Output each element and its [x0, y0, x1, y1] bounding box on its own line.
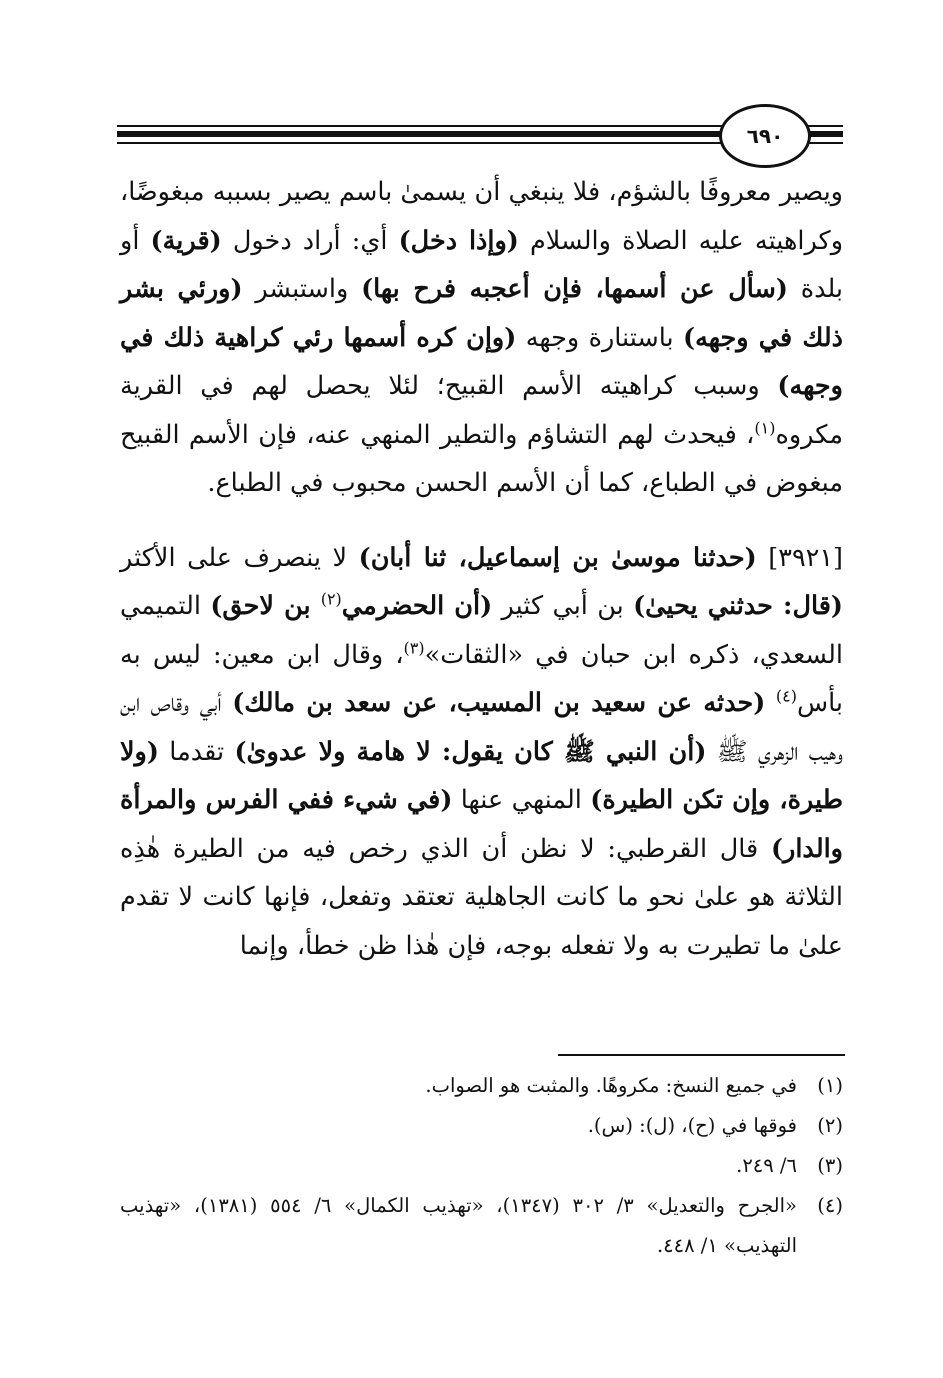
commentary-text: باستنارة وجهه — [516, 322, 684, 353]
main-text — [120, 168, 843, 970]
commentary-text: ، فيحدث لهم التشاؤم والتطير المنهي عنه، فإن الأسم القبيح مبغوض في الطباع، كما أن الأسم الحسن محبوب في الطباع. — [120, 419, 843, 498]
paragraph-hadith-3921 — [120, 534, 843, 971]
footnote-ref: (٢) — [320, 589, 342, 609]
commentary-text: بن أبي كثير — [492, 591, 634, 621]
footnote-number: (١) — [817, 1074, 843, 1097]
footnote — [120, 1066, 843, 1106]
page-number-badge — [719, 104, 811, 168]
hadith-text: (قال: حدثني يحيىٰ) — [633, 591, 844, 621]
commentary-text: المنهي عنها — [452, 785, 591, 815]
hadith-text: بن لاحق) — [210, 591, 321, 621]
hadith-text: (أن النبي ﷺ كان يقول: لا هامة ولا عدوىٰ) — [234, 736, 707, 767]
commentary-text: قال القرطبي: لا نظن أن الذي رخص فيه من الطيرة هٰذِه الثلاثة هو علىٰ نحو ما كانت الجاهلية تعتقد وتفعل، فإنها كانت لا تقدم علىٰ ما تطيرت به ولا تفعله بوجه، فإن هٰذا ظن خطأ، وإنما — [120, 833, 843, 961]
hadith-text: (وإذا دخل) — [398, 225, 519, 256]
footnote-ref: (٣) — [403, 638, 425, 657]
commentary-text: أبي وقاص ابن وهيب الزهري ﷺ — [120, 688, 843, 767]
paragraph-commentary — [120, 168, 843, 508]
footnote-ref: (٤) — [775, 686, 798, 706]
hadith-text: (حدثه عن سعيد بن المسيب، عن سعد بن مالك) — [232, 688, 766, 718]
footnote-divider — [558, 1054, 845, 1056]
footnote-number: (٢) — [817, 1114, 843, 1137]
commentary-text: ويصير معروفًا بالشؤم، فلا ينبغي أن يسمىٰ باسم يصير بسببه مبغوضًا، وكراهيته عليه الصلاة والسلام — [120, 177, 844, 256]
footnote — [120, 1146, 843, 1186]
commentary-text: [٣٩٢١] — [756, 542, 843, 573]
commentary-text: واستبشر — [242, 274, 362, 304]
hadith-text: (ولا طيرة، وإن تكن الطيرة) — [120, 736, 843, 815]
footnote-text: فوقها في (ح)، (ل): (س). — [587, 1114, 797, 1137]
commentary-text: ، وقال ابن معين: ليس به بأس — [120, 639, 844, 718]
footnote-text: في جميع النسخ: مكروهًا. والمثبت هو الصواب. — [425, 1074, 797, 1097]
commentary-text: تقدما — [158, 736, 235, 767]
footnote-number: (٣) — [817, 1154, 843, 1177]
hadith-text: (قرية) — [150, 225, 222, 256]
footnote — [120, 1106, 843, 1146]
commentary-text: وسبب كراهيته الأسم القبيح؛ لئلا يحصل لهم في القرية مكروه — [120, 371, 843, 450]
hadith-text: (في شيء ففي الفرس والمرأة والدار) — [120, 785, 843, 864]
commentary-text — [765, 688, 776, 718]
hadith-text: (حدثنا موسىٰ بن إسماعيل، ثنا أبان) — [358, 542, 757, 573]
commentary-text: لا ينصرف على الأكثر — [120, 542, 359, 573]
footnote-number: (٤) — [817, 1194, 843, 1217]
footnote — [120, 1186, 843, 1266]
hadith-text: (أن الحضرمي — [341, 591, 493, 621]
hadith-text: (سأل عن أسمها، فإن أعجبه فرح بها) — [361, 274, 788, 304]
page-number: ٦٩٠ — [746, 124, 784, 148]
footnotes — [120, 1066, 843, 1266]
footnote-ref: (١) — [754, 418, 776, 437]
commentary-text: التميمي السعدي، ذكره ابن حبان في «الثقات» — [120, 591, 843, 670]
footnote-text: ٦/ ٢٤٩. — [736, 1154, 797, 1177]
hadith-text: (وإن كره أسمها رئي كراهية ذلك في وجهه) — [120, 322, 843, 401]
footnote-text: «الجرح والتعديل» ٣/ ٣٠٢ (١٣٤٧)، «تهذيب الكمال» ٦/ ٥٥٤ (١٣٨١)، «تهذيب التهذيب» ١/ ٤٤٨. — [120, 1194, 797, 1257]
commentary-text: أي: أراد دخول — [221, 225, 399, 256]
commentary-text: أو بلدة — [120, 225, 844, 304]
hadith-text: (ورئي بشر ذلك في وجهه) — [120, 274, 844, 353]
